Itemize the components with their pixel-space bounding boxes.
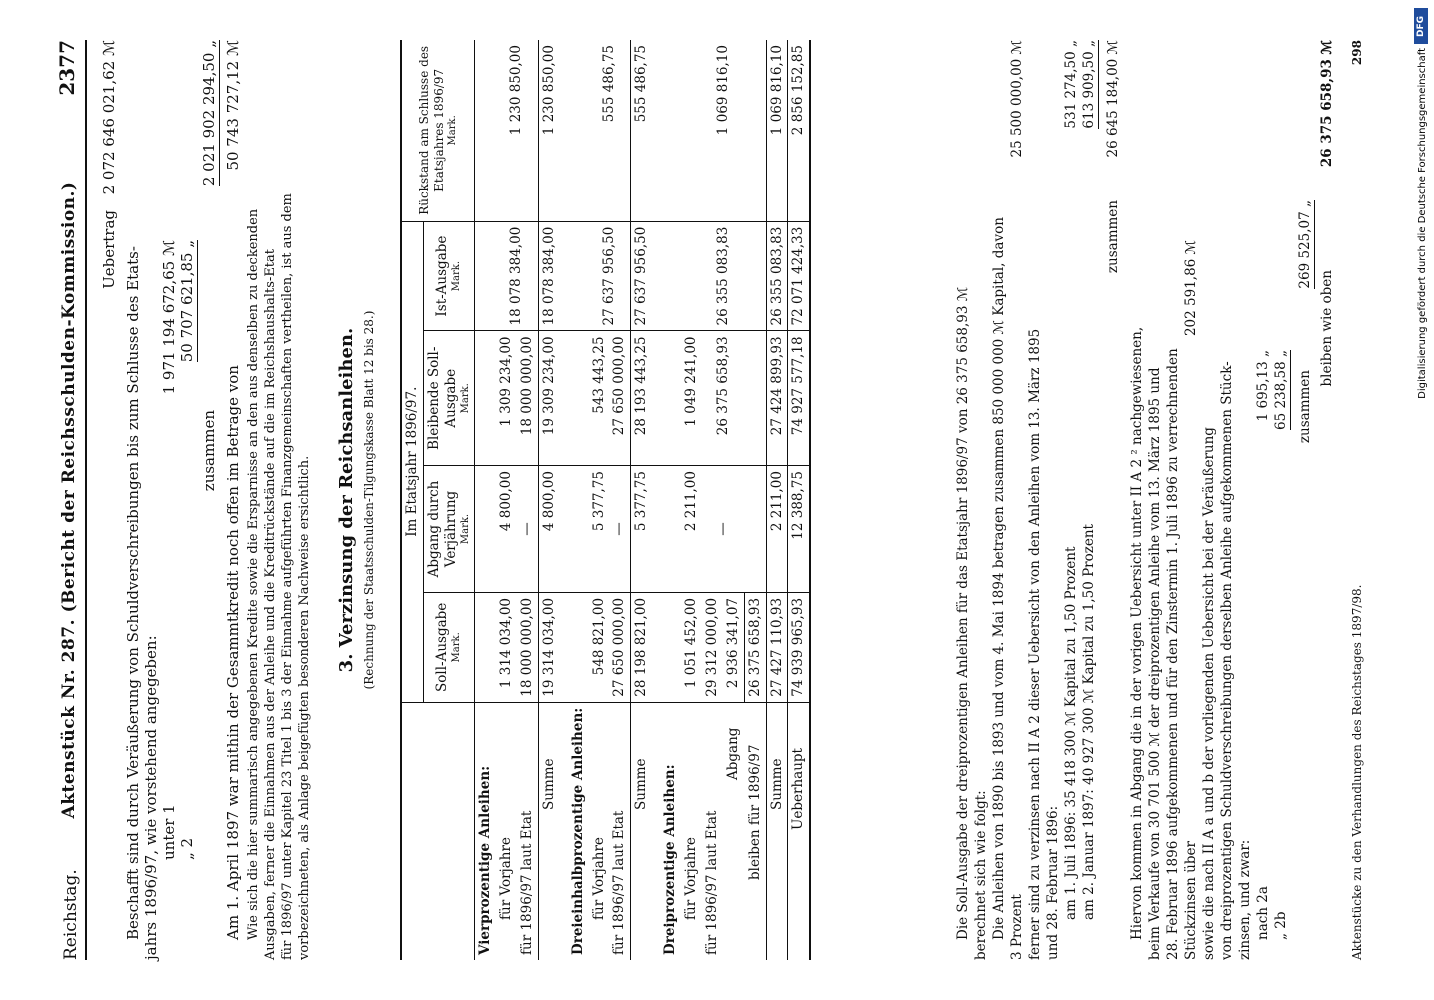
calc-p6: Hiervon kommen in Abgang die in der vorigen Uebersicht unter II A 2 ² nachgewiesenen,	[1129, 326, 1145, 940]
header-left: Reichstag.	[61, 869, 81, 960]
intro-block	[100, 40, 390, 960]
header-title: Aktenstück Nr. 287. (Bericht der Reichsschulden-Kommission.)	[59, 181, 79, 819]
calc-p8: 28. Februar 1896 aufgekommenen und für den Zinstermin 1. Juli 1896 zu verrechnenden	[1165, 348, 1181, 960]
col-head-ist: Ist-Ausgabe Mark.	[423, 221, 474, 331]
calc-l1: am 1. Juli 1896: 35 418 300 ℳ Kapital zu 1,50 Prozent	[1063, 546, 1079, 920]
calc-bleiben-label: bleiben wie oben	[1319, 270, 1335, 387]
group-title-row: Dreiprozentige Anleihen:	[652, 40, 681, 960]
intro-para1b: jahrs 1896/97, wie vorstehend angegeben:	[142, 635, 160, 960]
uebertrag-value: 2 072 646 021,62 ℳ	[100, 40, 118, 195]
section-title: 3. Verzinsung der Reichsanleihen.	[336, 327, 357, 673]
calc-p1a: Die Soll-Ausgabe der dreiprozentigen Anleihen für das Etatsjahr 1896/97 von 26 375 658,93 ℳ	[955, 286, 971, 940]
calc-p10: sowie die nach II A a und b der vorliegenden Uebersicht bei der Veräußerung	[1201, 427, 1217, 960]
sum-row: Summe 19 314 034,00 4 800,00 19 309 234,00 18 078 384,00 1 230 850,00	[538, 40, 559, 960]
unter1-value: 1 971 194 672,65 ℳ	[160, 240, 178, 395]
calc-l2-value: 613 909,50 „	[1081, 40, 1097, 129]
col-head-soll: Soll-Ausgabe Mark.	[423, 592, 474, 702]
page-number: 2377	[55, 40, 79, 96]
group-title-row: Dreieinhalbprozentige Anleihen:	[560, 40, 589, 960]
calc-zus1-label: zusammen	[1105, 200, 1121, 274]
table-row: für 1896/97 laut Etat 18 000 000,00 — 18 000 000,00	[517, 40, 538, 960]
total-row: Ueberhaupt 74 939 965,93 12 388,75 74 927 577,18 72 071 424,33 2 856 152,85	[788, 40, 810, 960]
calc-zus2-label: zusammen	[1297, 370, 1313, 444]
table-row: Abgang 2 936 341,07	[723, 40, 744, 960]
calc-2b-label: „ 2b	[1273, 911, 1289, 940]
calc-l2: am 2. Januar 1897: 40 927 300 ℳ Kapital zu 1,50 Prozent	[1081, 524, 1097, 920]
calc-2b-value: 65 238,58 „	[1273, 350, 1289, 430]
group-title-row: Vierprozentige Anleihen:	[475, 40, 496, 960]
calc-p9-value: 202 591,86 ℳ	[1183, 240, 1199, 337]
unter1-label: unter 1	[160, 804, 178, 860]
table-row: bleiben für 1896/97 26 375 658,93	[744, 40, 766, 960]
zusammen-label: zusammen	[200, 410, 218, 492]
intro-para2: Am 1. April 1897 war mithin der Gesammtkredit noch offen im Betrage von	[224, 365, 242, 940]
intro-para3c: für 1896/97 unter Kapitel 23 Titel 1 bis 3 der Einnahme aufgeführten Finanzgemeinschaften vertheilen, ist aus dem	[280, 193, 295, 960]
table-row: für Vorjahre 1 051 452,00 2 211,00 1 049 241,00 26 355 083,83 1 069 816,10	[681, 40, 702, 960]
calc-p4: ferner sind zu verzinsen nach II A 2 dieser Uebersicht von den Anleihen vom 13. März 1895	[1027, 328, 1043, 960]
calc-p3-value: 25 500 000,00 ℳ	[1009, 40, 1025, 158]
calc-p2: Die Anleihen von 1890 bis 1893 und vom 4. Mai 1894 betragen zusammen 850 000 000 ℳ Kapital, davon	[991, 217, 1007, 940]
calc-p9: Stückzinsen über	[1183, 841, 1199, 960]
unter2-value: 50 707 621,85 „	[178, 240, 196, 363]
table-row: für 1896/97 laut Etat 29 312 000,00 — 26 375 658,93	[702, 40, 723, 960]
calculation-block	[955, 40, 1345, 960]
calc-p3a: 3 Prozent	[1009, 894, 1025, 960]
table-row: für Vorjahre 1 314 034,00 4 800,00 1 309 234,00 18 078 384,00 1 230 850,00	[496, 40, 517, 960]
intro-para1: Beschafft sind durch Veräußerung von Schuldverschreibungen bis zum Schlusse des Etats-	[124, 246, 142, 940]
calc-2a-value: 1 695,13 „	[1255, 350, 1271, 422]
calc-p1b: berechnet sich wie folgt:	[973, 790, 989, 960]
calc-p5: und 28. Februar 1896:	[1045, 805, 1061, 960]
calc-zus1-value: 26 645 184,00 ℳ	[1105, 40, 1121, 158]
dfg-sidebar	[1408, 8, 1432, 988]
col-head-abgang: Abgang durch Verjährung Mark.	[423, 466, 474, 593]
sum-row: Summe 28 198 821,00 5 377,75 28 193 443,25 27 637 956,50 555 486,75	[631, 40, 652, 960]
calc-p11: von dreiprozentigen Schuldverschreibungen derselben Anleihe aufgekommenen Stück-	[1219, 361, 1235, 960]
intro-para3d: vorbezeichneten, als Anlage beigefügten besonderen Nachweise ersichtlich.	[297, 455, 312, 960]
uebertrag-label: Uebertrag	[100, 210, 118, 289]
dfg-credit-text: Digitalisierung gefördert durch die Deutsche Forschungsgemeinschaft	[1417, 48, 1428, 399]
footer-left: Aktenstücke zu den Verhandlungen des Reichstages 1897/98.	[1350, 584, 1364, 960]
para2-value: 50 743 727,12 ℳ	[224, 40, 242, 171]
col-head-rueck: Rückstand am Schlusse des Etatsjahres 1896/97 Mark.	[401, 40, 475, 221]
page-header	[55, 40, 87, 960]
sum-row: Summe 27 427 110,93 2 211,00 27 424 899,93 26 355 083,83 1 069 816,10	[766, 40, 788, 960]
interest-table	[400, 40, 811, 960]
calc-2a-label: nach 2a	[1255, 886, 1271, 940]
group-header: Im Etatsjahr 1896/97.	[401, 221, 423, 702]
table-row: für Vorjahre 548 821,00 5 377,75 543 443,25 27 637 956,50 555 486,75	[589, 40, 610, 960]
calc-l1-value: 531 274,50 „	[1063, 40, 1079, 129]
section-subtitle: (Rechnung der Staatsschulden-Tilgungskasse Blatt 12 bis 28.)	[362, 310, 376, 690]
calc-p7: beim Verkaufe von 30 701 500 ℳ der dreiprozentigen Anleihe vom 13. März 1895 und	[1147, 367, 1163, 960]
label-column-head	[401, 702, 475, 960]
intro-para3a: Wie sich die hier summarisch angegebenen Kredite sowie die Ersparnisse an den aus denselben zu deckenden	[246, 208, 261, 940]
calc-zus2-value: 269 525,07 „	[1297, 200, 1313, 289]
zusammen-value: 2 021 902 294,50 „	[200, 40, 218, 187]
unter2-label: „ 2	[178, 837, 196, 860]
calc-p12: zinsen, und zwar:	[1237, 839, 1253, 960]
table-row: für 1896/97 laut Etat 27 650 000,00 — 27 650 000,00	[609, 40, 630, 960]
intro-para3b: Ausgaben, ferner die Einnahmen aus der Anleihe und die Kreditrückstände auf die im Reichshaushalts-Etat	[263, 248, 278, 960]
footer-number: 298	[1350, 40, 1364, 66]
calc-bleiben-value: 26 375 658,93 ℳ	[1319, 40, 1335, 168]
col-head-bleibend: Bleibende Soll-Ausgabe Mark.	[423, 331, 474, 466]
dfg-logo-icon: DFG	[1414, 8, 1428, 44]
